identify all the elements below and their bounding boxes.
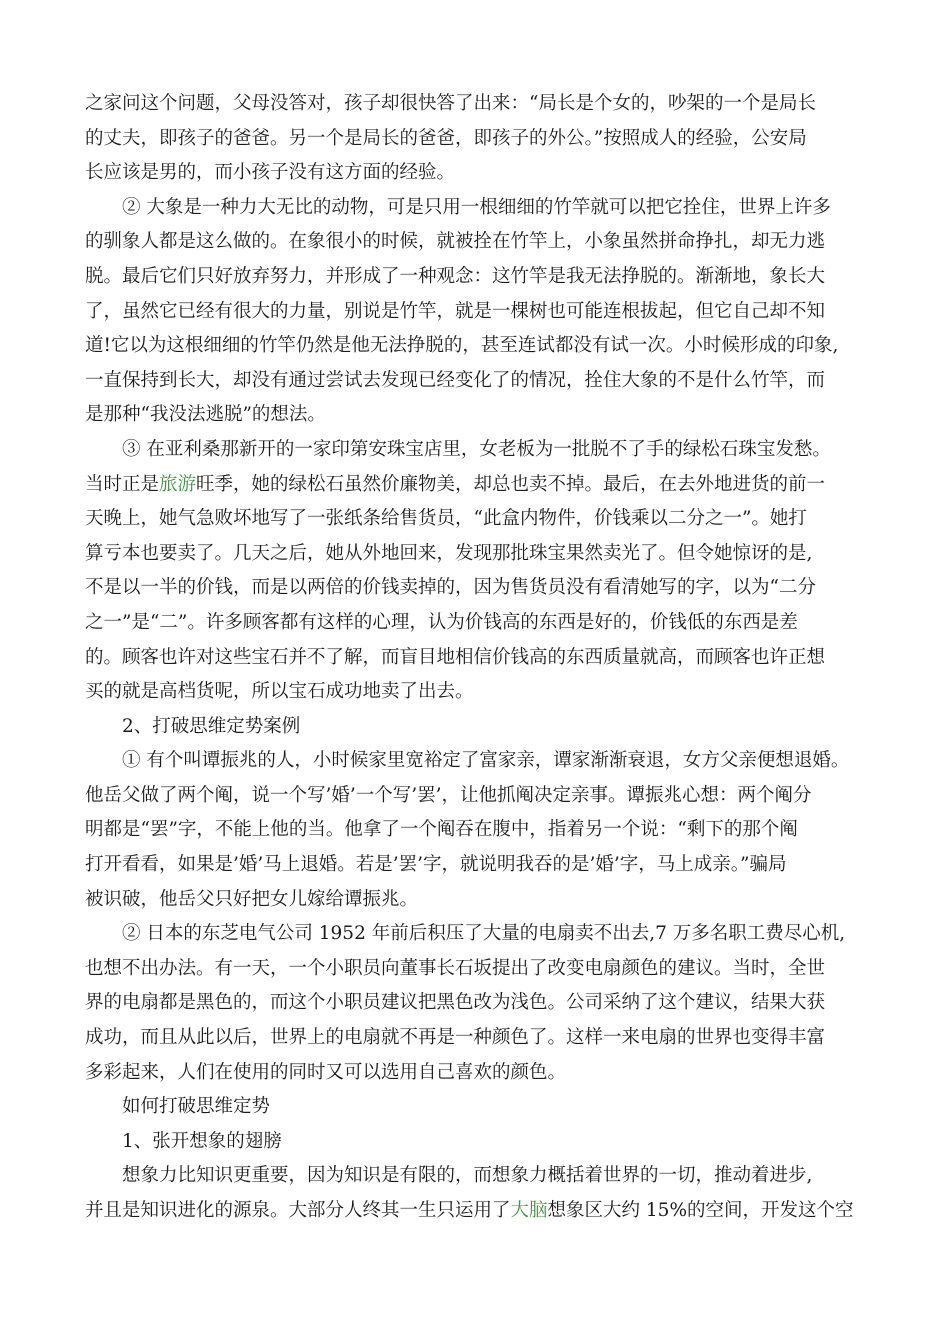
text-line (85, 1090, 875, 1125)
text-line (85, 710, 875, 745)
text-run: 买的就是高档货呢，所以宝石成功地卖了出去。 (85, 681, 474, 703)
text-run: 之家问这个问题，父母没答对，孩子却很快答了出来：“局长是个女的，吵架的一个是局长 (85, 93, 816, 114)
text-line (85, 191, 875, 226)
text-line (85, 917, 875, 952)
text-line (85, 744, 875, 779)
text-run: ② 大象是一种力大无比的动物，可是只用一根细细的竹竿就可以把它拴住，世界上许多 (122, 196, 831, 218)
text-line (85, 87, 875, 122)
text-run: 之一”是“二”。许多顾客都有这样的心理，认为价钱高的东西是好的，价钱低的东西是差 (85, 611, 798, 633)
text-run: 旺季，她的绿松石虽然价廉物美，却总也卖不掉。最后，在去外地进货的前一 (196, 473, 826, 495)
text-line (85, 641, 875, 676)
text-run: 2、打破思维定势案例 (122, 715, 301, 737)
text-line (85, 398, 875, 433)
text-run: 打开看看，如果是’婚’马上退婚。若是’罢’字，就说明我吞的是’婚’字，马上成亲。”骗局 (85, 854, 787, 876)
text-line (85, 1125, 875, 1160)
text-run: 1、张开想象的翅膀 (122, 1130, 282, 1152)
text-run: 他岳父做了两个阄，说一个写’婚’一个写’罢’，让他抓阄决定亲事。谭振兆心想：两个阄分 (85, 784, 812, 806)
text-line (85, 468, 875, 503)
text-run: 一直保持到长大，却没有通过尝试去发现已经变化了的情况，拴住大象的不是什么竹竿，而 (85, 369, 826, 391)
text-line (85, 225, 875, 260)
document-body (85, 87, 875, 1229)
text-run: 道!它以为这根细细的竹竿仍然是他无法挣脱的，甚至连试都没有试一次。小时候形成的印象, (85, 335, 839, 357)
text-line (85, 260, 875, 295)
text-run: 想象力比知识更重要，因为知识是有限的，而想象力概括着世界的一切，推动着进步, (122, 1165, 813, 1187)
text-run: 不是以一半的价钱，而是以两倍的价钱卖掉的，因为售货员没有看清她写的字，以为“二分 (85, 577, 816, 599)
text-run: 界的电扇都是黑色的，而这个小职员建议把黑色改为浅色。公司采纳了这个建议，结果大获 (85, 992, 826, 1014)
text-run: 如何打破思维定势 (122, 1096, 271, 1118)
text-run: 的驯象人都是这么做的。在象很小的时候，就被拴在竹竿上，小象虽然拼命挣扎，却无力逃 (85, 231, 826, 253)
text-run: 被识破，他岳父只好把女儿嫁给谭振兆。 (85, 888, 419, 910)
text-run: 并且是知识进化的源泉。大部分人终其一生只运用了 (85, 1200, 511, 1221)
text-line (85, 156, 875, 191)
text-line (85, 813, 875, 848)
text-run: ② 日本的东芝电气公司 1952 年前后积压了大量的电扇卖不出去,7 万多名职工费尽心机, (122, 923, 846, 945)
text-line (85, 537, 875, 572)
text-line (85, 1159, 875, 1194)
text-run: 是那种“我没法逃脱”的想法。 (85, 404, 326, 426)
text-line (85, 779, 875, 814)
text-line (85, 364, 875, 399)
text-run: 的。顾客也许对这些宝石并不了解，而盲目地相信价钱高的东西质量就高，而顾客也许正想 (85, 646, 826, 668)
text-line (85, 122, 875, 157)
text-line (85, 986, 875, 1021)
keyword-link[interactable]: 大脑 (510, 1200, 548, 1221)
text-run: 也想不出办法。有一天，一个小职员向董事长石坂提出了改变电扇颜色的建议。当时，全世 (85, 957, 826, 979)
text-run: 长应该是男的，而小孩子没有这方面的经验。 (85, 162, 456, 184)
text-run: 了，虽然它已经有很大的力量，别说是竹竿，就是一棵树也可能连根拔起，但它自己却不知 (85, 300, 826, 322)
text-run: ③ 在亚利桑那新开的一家印第安珠宝店里，女老板为一批脱不了手的绿松石珠宝发愁。 (122, 438, 831, 460)
text-line (85, 1021, 875, 1056)
text-run: 想象区大约 15%的空间，开发这个空 (547, 1200, 854, 1221)
text-run: 脱。最后它们只好放弃努力，并形成了一种观念：这竹竿是我无法挣脱的。渐渐地，象长大 (85, 265, 826, 287)
text-line (85, 433, 875, 468)
text-run: 明都是“罢”字，不能上他的当。他拿了一个阄吞在腹中，指着另一个说：“剩下的那个阄 (85, 819, 798, 841)
text-run: 天晚上，她气急败坏地写了一张纸条给售货员，“此盒内物件，价钱乘以二分之一”。她打 (85, 508, 807, 530)
text-line (85, 883, 875, 918)
text-line (85, 848, 875, 883)
text-run: 算亏本也要卖了。几天之后，她从外地回来，发现那批珠宝果然卖光了。但令她惊讶的是, (85, 542, 813, 564)
keyword-link[interactable]: 旅游 (159, 473, 197, 495)
text-run: 多彩起来，人们在使用的同时又可以选用自己喜欢的颜色。 (85, 1061, 567, 1083)
text-line (85, 606, 875, 641)
text-line (85, 571, 875, 606)
text-line (85, 1056, 875, 1091)
text-line (85, 952, 875, 987)
text-line (85, 1194, 875, 1229)
text-run: ① 有个叫谭振兆的人，小时候家里宽裕定了富家亲，谭家渐渐衰退，女方父亲便想退婚。 (122, 750, 850, 772)
text-run: 成功，而且从此以后，世界上的电扇就不再是一种颜色了。这样一来电扇的世界也变得丰富 (85, 1027, 826, 1049)
text-line (85, 675, 875, 710)
text-line (85, 502, 875, 537)
text-line (85, 329, 875, 364)
text-run: 当时正是 (85, 473, 160, 495)
text-line (85, 295, 875, 330)
text-run: 的丈夫，即孩子的爸爸。另一个是局长的爸爸，即孩子的外公。”按照成人的经验，公安局 (85, 127, 807, 149)
